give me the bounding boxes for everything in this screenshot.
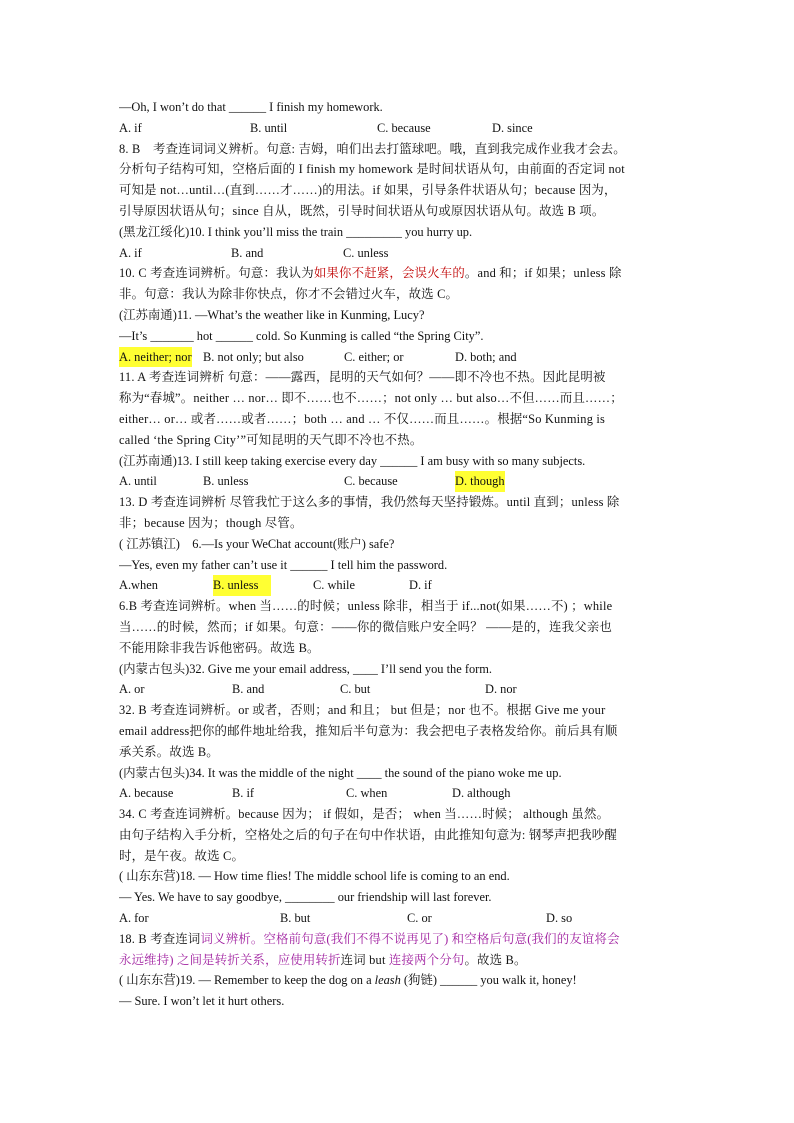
answer-line: 承关系。故选 B。 bbox=[119, 744, 219, 759]
answer-line: 11. A 考查连词辨析 句意：——露西，昆明的天气如何？——即不冷也不热。因此昆明被 bbox=[119, 370, 606, 385]
option-b: B. until bbox=[250, 120, 288, 135]
question-text-italic: leash bbox=[374, 973, 401, 988]
options-line bbox=[119, 471, 675, 492]
option-c: C. but bbox=[340, 682, 371, 697]
answer-text-red: 如果你不赶紧，会误火车的 bbox=[313, 266, 465, 281]
question-line: (江苏南通)13. I still keep taking exercise every day ______ I am busy with so many subjects. bbox=[119, 453, 586, 468]
question-line: — Yes. We have to say goodbye, ________ our friendship will last forever. bbox=[119, 890, 492, 905]
option-d: D. nor bbox=[485, 682, 517, 697]
question-line bbox=[119, 970, 675, 991]
answer-text-purple: 连接两个分句 bbox=[388, 952, 465, 967]
answer-line: 引导原因状语从句；since 自从，既然，引导时间状语从句或原因状语从句。故选 B 项。 bbox=[119, 203, 605, 218]
option-b: B. and bbox=[232, 682, 265, 697]
answer-text: 10. C 考查连词辨析。句意：我认为 bbox=[119, 266, 314, 281]
question-line: — Sure. I won’t let it hurt others. bbox=[119, 994, 285, 1009]
option-d: D. both; and bbox=[455, 349, 517, 364]
answer-text-purple: 永远维持) 之间是转折关系，应使用转折 bbox=[119, 952, 341, 967]
question-line: (内蒙古包头)32. Give me your email address, ____ I’ll send you the form. bbox=[119, 661, 493, 676]
option-c: C. while bbox=[313, 578, 355, 593]
option-d: D. so bbox=[546, 911, 573, 926]
answer-line: 不能用除非我告诉他密码。故选 B。 bbox=[119, 640, 320, 655]
option-c: C. because bbox=[377, 120, 431, 135]
options-line bbox=[119, 908, 675, 929]
answer-line: 分析句子结构可知，空格后面的 I finish my homework 是时间状语从句，由前面的否定词 not bbox=[119, 162, 625, 177]
answer-line: 非。句意：我认为除非你快点，你才不会错过火车，故选 C。 bbox=[119, 287, 459, 302]
text-line: —Oh, I won’t do that ______ I finish my homework. bbox=[119, 100, 383, 114]
option-d-highlighted: D. though bbox=[455, 471, 505, 492]
option-a: A. or bbox=[119, 682, 145, 697]
option-a: A. because bbox=[119, 786, 174, 801]
option-a: A. if bbox=[119, 245, 142, 260]
answer-text: 连词 but bbox=[340, 952, 389, 967]
question-line: —Yes, even my father can’t use it ______ I tell him the password. bbox=[119, 557, 448, 572]
option-a: A. if bbox=[119, 120, 142, 135]
answer-text: 。and 和；if 如果；unless 除 bbox=[464, 266, 622, 281]
answer-text: 。故选 B。 bbox=[464, 952, 527, 967]
answer-line: either… or… 或者……或者……；both … and … 不仅……而且……。根据“So Kunming is bbox=[119, 411, 606, 426]
option-d: D. although bbox=[452, 786, 511, 801]
option-a: A. until bbox=[119, 474, 157, 489]
answer-line: 32. B 考查连词辨析。or 或者，否则；and 和且； but 但是；nor 也不。根据 Give me your bbox=[119, 703, 606, 718]
question-line: —It’s _______ hot ______ cold. So Kunming is called “the Spring City”. bbox=[119, 328, 484, 343]
answer-line: 当……的时候，然而；if 如果。句意：——你的微信账户安全吗？ ——是的，连我父亲也 bbox=[119, 619, 613, 634]
options-line bbox=[119, 783, 675, 804]
option-c: C. because bbox=[344, 474, 398, 489]
answer-text: 18. B 考查连词 bbox=[119, 931, 201, 946]
option-b: B. but bbox=[280, 911, 311, 926]
answer-line: 8. B 考查连词词义辨析。句意: 吉姆，咱们出去打篮球吧。哦，直到我完成作业我才会去。 bbox=[119, 141, 626, 156]
options-line bbox=[119, 575, 675, 596]
option-c: C. or bbox=[407, 911, 432, 926]
options-line bbox=[119, 243, 675, 264]
option-b: B. unless bbox=[203, 474, 249, 489]
question-line: (江苏南通)11. —What’s the weather like in Kunming, Lucy? bbox=[119, 307, 425, 322]
answer-line: email address把你的邮件地址给我，推知后半句意为：我会把电子表格发给你。前后具有顺 bbox=[119, 723, 618, 738]
option-b: B. if bbox=[232, 786, 255, 801]
option-c: C. when bbox=[346, 786, 388, 801]
answer-line bbox=[119, 263, 675, 284]
answer-text-purple: 词义辨析。空格前句意(我们不得不说再见了) 和空格后句意(我们的友谊将会 bbox=[200, 931, 620, 946]
option-d: D. since bbox=[492, 120, 533, 135]
answer-line: 由句子结构入手分析，空格处之后的句子在句中作状语，由此推知句意为: 钢琴声把我吵醒 bbox=[119, 827, 617, 842]
options-line bbox=[119, 679, 675, 700]
document-page bbox=[119, 97, 675, 1012]
answer-line: 非；because 因为；though 尽管。 bbox=[119, 515, 303, 530]
question-line: ( 江苏镇江) 6.—Is your WeChat account(账户) safe? bbox=[119, 536, 395, 551]
answer-line: 可知是 not…until…(直到……才……)的用法。if 如果，引导条件状语从句；because 因为， bbox=[119, 183, 617, 198]
option-c: C. unless bbox=[343, 245, 389, 260]
answer-line: 13. D 考查连词辨析 尽管我忙于这么多的事情，我仍然每天坚持锻炼。until 直到；unless 除 bbox=[119, 495, 620, 510]
option-a: A. for bbox=[119, 911, 149, 926]
answer-line: called ‘the Spring City’”可知昆明的天气即不冷也不热。 bbox=[119, 432, 423, 447]
option-a: A.when bbox=[119, 578, 158, 593]
options-line bbox=[119, 347, 675, 368]
question-text: ( 山东东营)19. — Remember to keep the dog on a bbox=[119, 973, 375, 988]
option-b: B. and bbox=[231, 245, 264, 260]
option-b-highlighted: B. unless bbox=[213, 575, 271, 596]
answer-line: 34. C 考查连词辨析。because 因为； if 假如，是否； when 当……时候； although 虽然。 bbox=[119, 807, 610, 822]
answer-line bbox=[119, 950, 675, 971]
answer-line: 称为“春城”。neither … nor… 即不……也不……；not only … but also…不但……而且……； bbox=[119, 391, 623, 406]
question-line: (黑龙江绥化)10. I think you’ll miss the train _________ you hurry up. bbox=[119, 224, 473, 239]
question-text: (狗链) ______ you walk it, honey! bbox=[400, 973, 577, 988]
options-line bbox=[119, 118, 675, 139]
option-c: C. either; or bbox=[344, 349, 404, 364]
answer-line: 时，是午夜。故选 C。 bbox=[119, 848, 245, 863]
option-b: B. not only; but also bbox=[203, 349, 304, 364]
question-line: (内蒙古包头)34. It was the middle of the night ____ the sound of the piano woke me up. bbox=[119, 765, 562, 780]
answer-line bbox=[119, 929, 675, 950]
option-a-highlighted: A. neither; nor bbox=[119, 347, 192, 368]
answer-line: 6.B 考查连词辨析。when 当……的时候；unless 除非，相当于 if...not(如果……不) ；while bbox=[119, 599, 613, 614]
question-line: ( 山东东营)18. — How time flies! The middle school life is coming to an end. bbox=[119, 869, 510, 884]
option-d: D. if bbox=[409, 578, 432, 593]
